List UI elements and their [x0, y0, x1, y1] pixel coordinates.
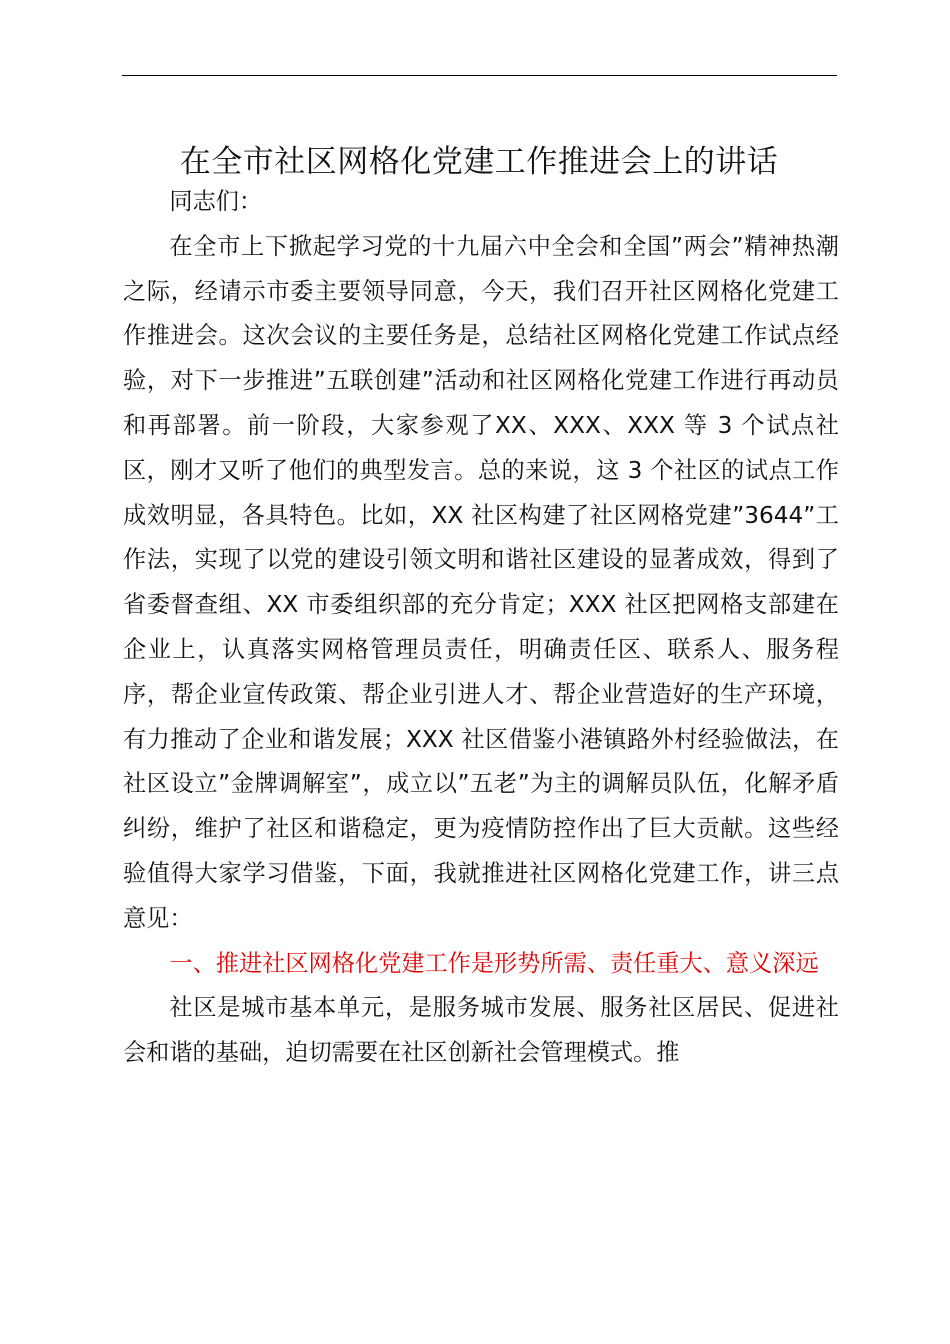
document-body [123, 180, 839, 1076]
greeting: 同志们： [169, 188, 263, 215]
section-paragraph: 社区是城市基本单元，是服务城市发展、服务社区居民、促进社会和谐的基础，迫切需要在社区创新社会管理模式。推 [123, 994, 839, 1067]
intro-paragraph: 在全市上下掀起学习党的十九届六中全会和全国”两会”精神热潮之际，经请示市委主要领导同意，今天，我们召开社区网格化党建工作推进会。这次会议的主要任务是，总结社区网格化党建工作试点经验，对下一步推进”五联创建”活动和社区网格化党建工作进行再动员和再部署。前一阶段，大家参观了XX、XXX、XXX 等 3 个试点社区，刚才又听了他们的典型发言。总的来说，这 3 个社区的试点工作成效明显，各具特色。比如，XX 社区构建了社区网格党建”3644”工作法，实现了以党的建设引领文明和谐社区建设的显著成效，得到了省委督查组、XX 市委组织部的充分肯定；XXX 社区把网格支部建在企业上，认真落实网格管理员责任，明确责任区、联系人、服务程序，帮企业宣传政策、帮企业引进人才、帮企业营造好的生产环境，有力推动了企业和谐发展；XXX 社区借鉴小港镇路外村经验做法，在社区设立”金牌调解室”，成立以”五老”为主的调解员队伍，化解矛盾纠纷，维护了社区和谐稳定，更为疫情防控作出了巨大贡献。这些经验值得大家学习借鉴，下面，我就推进社区网格化党建工作，讲三点意见： [123, 232, 839, 932]
document-title: 在全市社区网格化党建工作推进会上的讲话 [179, 144, 779, 180]
section-heading: 一、推进社区网格化党建工作是形势所需、责任重大、意义深远 [169, 949, 819, 977]
header-rule [122, 75, 837, 76]
